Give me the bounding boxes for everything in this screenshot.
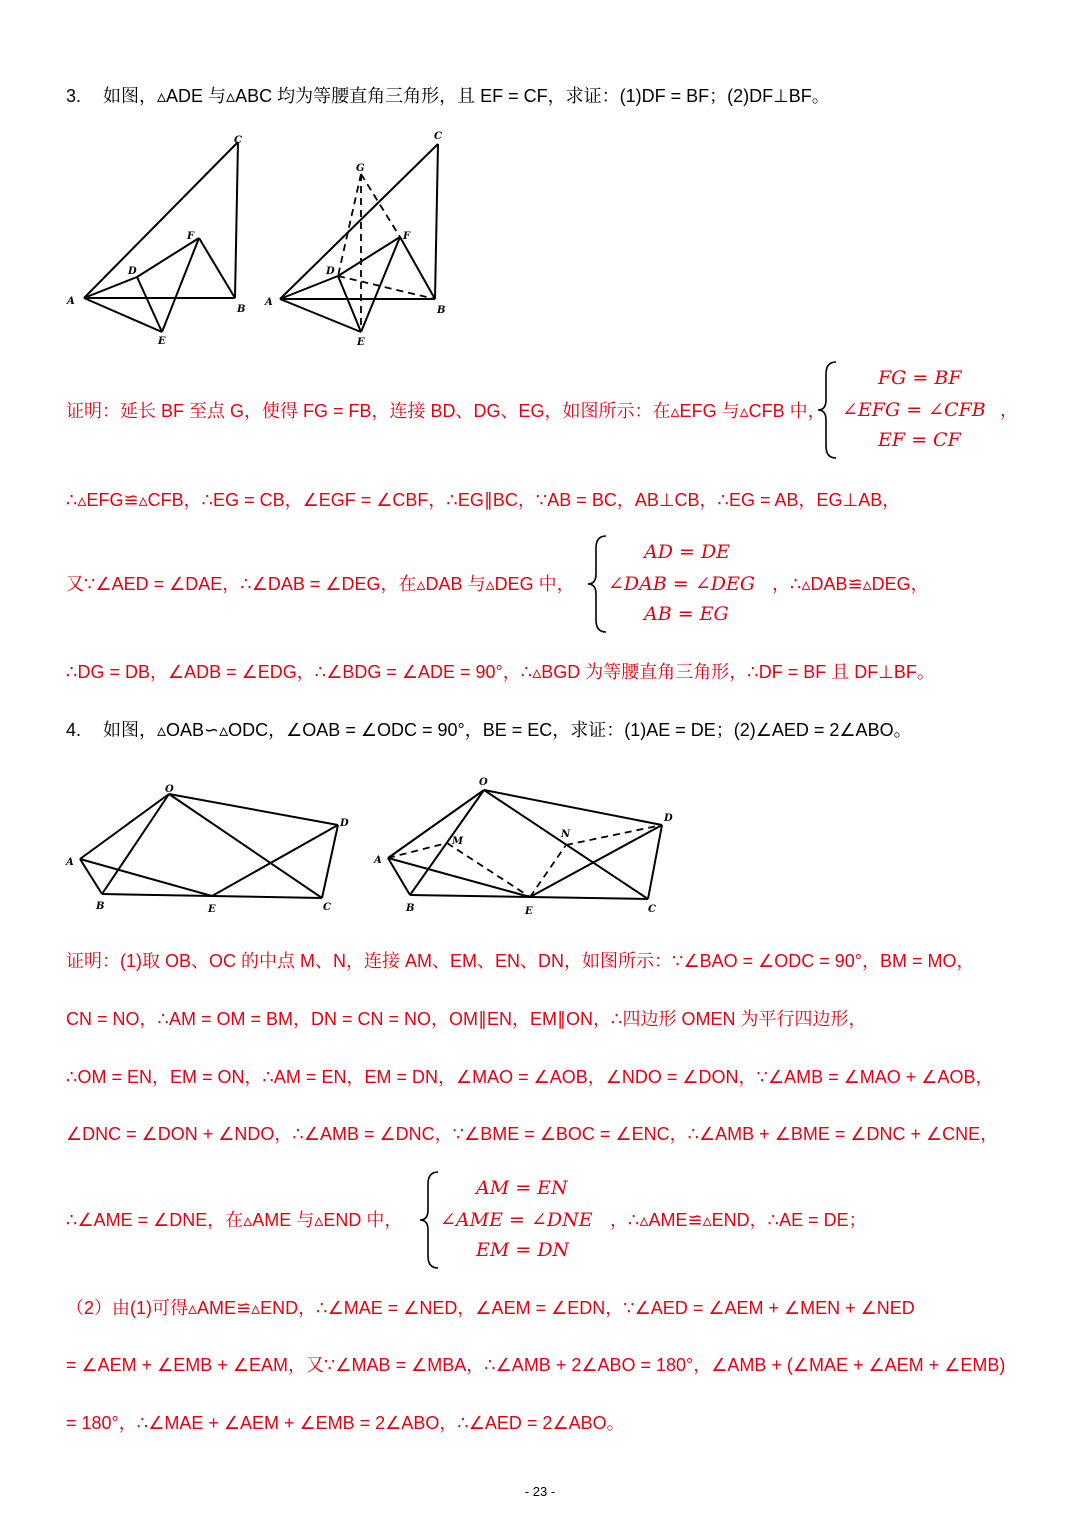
fig1-label-b: B — [237, 304, 246, 315]
problem4-figure-1 — [62, 776, 362, 921]
problem4-proof-line8: = 180°，∴∠MAE + ∠AEM + ∠EMB = 2∠ABO，∴∠AED = 2∠ABO。 — [66, 1413, 625, 1433]
system3-post: ，∴▵AME≌▵END，∴AE = DE； — [610, 1210, 867, 1230]
fig2-label-f: F — [403, 231, 411, 242]
fig2-label-g: G — [356, 163, 365, 174]
fig1-label-d: D — [128, 266, 137, 277]
problem4-statement — [66, 718, 912, 742]
system1-comma: ， — [1000, 400, 1018, 420]
fig4-label-n: N — [561, 829, 571, 840]
fig2-label-b: B — [437, 305, 446, 316]
fig3-label-e: E — [208, 904, 216, 915]
problem3-statement — [66, 84, 830, 108]
fig3-label-d: D — [340, 818, 349, 829]
problem4-proof-line7: = ∠AEM + ∠EMB + ∠EAM，又∵∠MAB = ∠MBA，∴∠AMB + 2∠ABO = 180°，∠AMB + (∠MAE + ∠AEM + ∠EMB) — [66, 1355, 1006, 1375]
fig2-label-a: A — [265, 297, 273, 308]
problem4-proof-line5-pre: ∴∠AME = ∠DNE，在▵AME 与▵END 中， — [66, 1210, 403, 1230]
fig4-label-a: A — [374, 855, 382, 866]
system3-eq3: EM = DN — [476, 1239, 570, 1261]
problem3-figure-1 — [62, 130, 257, 355]
fig4-label-d: D — [664, 813, 673, 824]
problem4-proof-line1: 证明：(1)取 OB、OC 的中点 M、N，连接 AM、EM、EN、DN，如图所示：∵∠BAO = ∠ODC = 90°，BM = MO， — [66, 951, 975, 971]
system2-eq1: AD = DE — [644, 541, 731, 563]
brace-icon — [418, 1170, 442, 1270]
fig4-label-c: C — [648, 904, 656, 915]
problem4-proof-line6: （2）由(1)可得▵AME≌▵END，∴∠MAE = ∠NED，∠AEM = ∠EDN，∵∠AED = ∠AEM + ∠MEN + ∠NED — [66, 1298, 915, 1318]
problem4-proof-line2: CN = NO，∴AM = OM = BM，DN = CN = NO，OM∥EN，EM∥ON，∴四边形 OMEN 为平行四边形， — [66, 1009, 867, 1029]
fig1-label-a: A — [67, 296, 75, 307]
problem3-number: 3. — [66, 86, 82, 106]
system1-eq1: FG = BF — [878, 367, 962, 389]
fig3-label-b: B — [96, 901, 105, 912]
problem4-proof-line5 — [66, 1208, 402, 1232]
fig2-label-d: D — [326, 266, 335, 277]
system1-eq2: ∠EFG = ∠CFB — [842, 399, 986, 421]
fig4-label-e: E — [525, 906, 533, 917]
fig4-label-o: O — [479, 777, 488, 788]
problem4-system — [418, 1170, 888, 1270]
problem3-system2 — [586, 534, 946, 634]
system3-eq1: AM = EN — [476, 1177, 568, 1199]
fig1-label-c: C — [234, 135, 242, 146]
system2-eq3: AB = EG — [644, 603, 729, 625]
system3-eq2: ∠AME = ∠DNE — [440, 1209, 593, 1231]
fig4-label-b: B — [406, 903, 415, 914]
problem3-proof-line3-pre: 又∵∠AED = ∠DAE，∴∠DAB = ∠DEG，在▵DAB 与▵DEG 中， — [66, 574, 575, 594]
system2-post: ，∴▵DAB≌▵DEG， — [772, 574, 929, 594]
problem3-system1 — [816, 360, 1026, 460]
fig2-label-e: E — [357, 337, 365, 348]
fig2-label-c: C — [434, 131, 442, 142]
problem3-proof-line1: 证明：延长 BF 至点 G，使得 FG = FB，连接 BD、DG、EG，如图所示：在▵EFG 与▵CFB 中， — [66, 401, 826, 421]
fig3-label-a: A — [66, 857, 74, 868]
problem3-text: 如图，▵ADE 与▵ABC 均为等腰直角三角形，且 EF = CF，求证：(1)DF = BF；(2)DF⊥BF。 — [103, 86, 830, 106]
problem3-figure-2 — [260, 124, 460, 354]
page-number: - 23 - — [524, 1484, 556, 1499]
fig4-label-m: M — [452, 836, 464, 847]
brace-icon — [586, 534, 610, 634]
system1-eq3: EF = CF — [878, 429, 961, 451]
fig3-label-c: C — [323, 902, 331, 913]
problem4-proof-line3: ∴OM = EN，EM = ON，∴AM = EN，EM = DN，∠MAO = ∠AOB，∠NDO = ∠DON，∵∠AMB = ∠MAO + ∠AOB， — [66, 1067, 994, 1087]
problem4-figure-2 — [370, 770, 680, 920]
problem4-text: 如图，▵OAB∽▵ODC，∠OAB = ∠ODC = 90°，BE = EC，求证：(1)AE = DE；(2)∠AED = 2∠ABO。 — [103, 720, 912, 740]
problem4-proof-line4: ∠DNC = ∠DON + ∠NDO，∴∠AMB = ∠DNC，∵∠BME = ∠BOC = ∠ENC，∴∠AMB + ∠BME = ∠DNC + ∠CNE， — [66, 1124, 999, 1144]
system2-eq2: ∠DAB = ∠DEG — [608, 573, 756, 595]
problem3-proof-line3 — [66, 572, 575, 596]
fig1-label-f: F — [187, 231, 195, 242]
problem3-proof-line2: ∴▵EFG≌▵CFB，∴EG = CB，∠EGF = ∠CBF，∴EG∥BC，∵AB = BC，AB⊥CB，∴EG = AB，EG⊥AB， — [66, 490, 901, 510]
problem4-number: 4. — [66, 720, 82, 740]
fig1-label-e: E — [158, 336, 166, 347]
problem3-proof-line4: ∴DG = DB，∠ADB = ∠EDG，∴∠BDG = ∠ADE = 90°，∴▵BGD 为等腰直角三角形，∴DF = BF 且 DF⊥BF。 — [66, 662, 935, 682]
brace-icon — [816, 360, 840, 460]
fig3-label-o: O — [165, 784, 174, 795]
